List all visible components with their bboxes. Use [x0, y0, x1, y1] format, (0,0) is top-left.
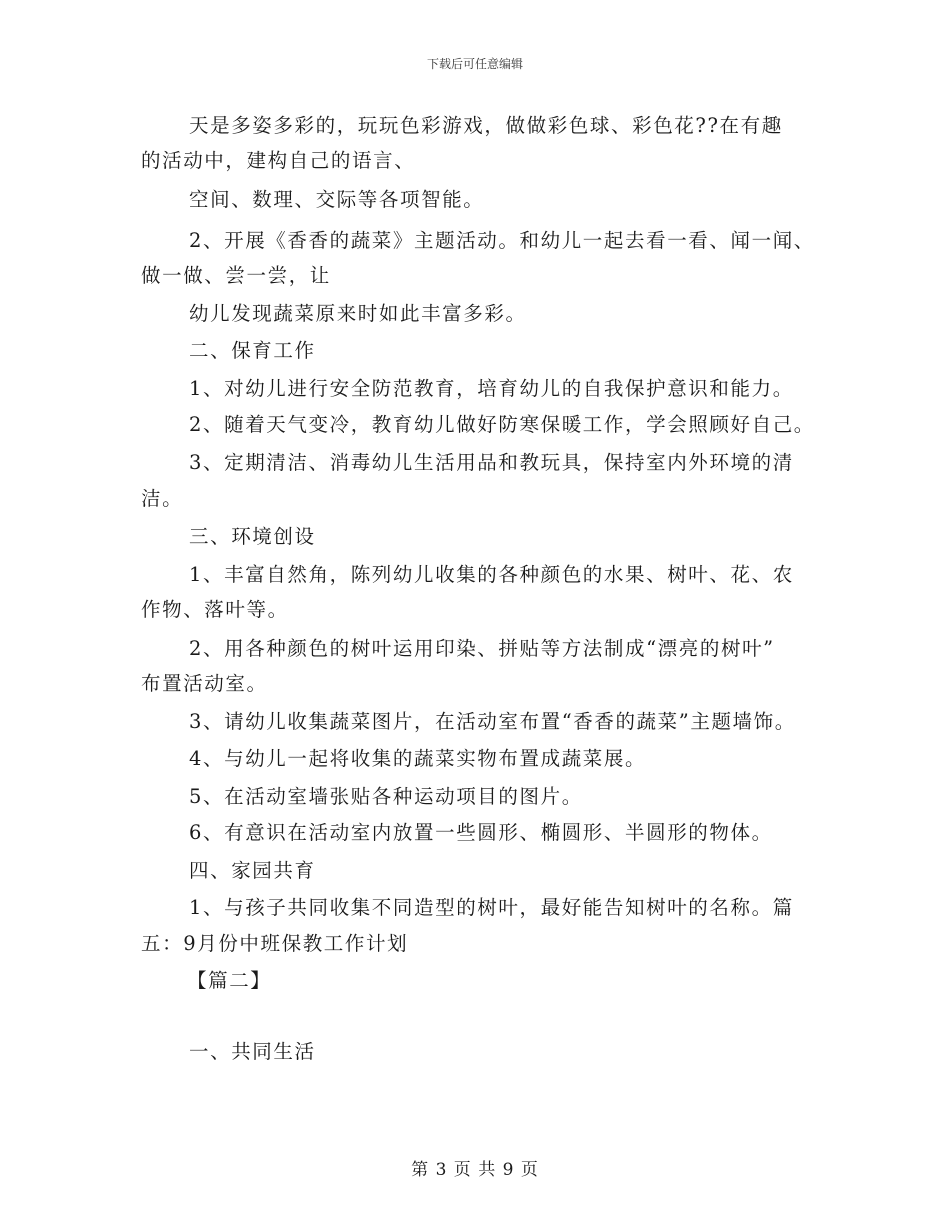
text-line: 3、定期清洁、消毒幼儿生活用品和教玩具，保持室内外环境的清: [189, 451, 794, 474]
text-line: 1、与孩子共同收集不同造型的树叶，最好能告知树叶的名称。篇: [189, 896, 794, 919]
section-heading: 【篇二】: [187, 969, 272, 992]
text-line: 作物、落叶等。: [141, 598, 289, 621]
text-line: 幼儿发现蔬菜原来时如此丰富多彩。: [189, 302, 527, 325]
text-line: 空间、数理、交际等各项智能。: [189, 188, 485, 211]
text-line: 6、有意识在活动室内放置一些圆形、椭圆形、半圆形的物体。: [189, 821, 773, 844]
text-line: 2、用各种颜色的树叶运用印染、拼贴等方法制成“漂亮的树叶”: [189, 637, 775, 660]
text-line: 1、丰富自然角，陈列幼儿收集的各种颜色的水果、树叶、花、农: [189, 563, 794, 586]
section-heading: 三、环境创设: [189, 525, 316, 548]
text-line: 五：9月份中班保教工作计划: [141, 932, 409, 955]
text-line: 1、对幼儿进行安全防范教育，培育幼儿的自我保护意识和能力。: [189, 377, 794, 400]
text-line: 3、请幼儿收集蔬菜图片，在活动室布置“香香的蔬菜”主题墙饰。: [189, 710, 796, 733]
text-line: 2、随着天气变冷，教育幼儿做好防寒保暖工作，学会照顾好自己。: [189, 413, 815, 436]
text-line: 2、开展《香香的蔬菜》主题活动。和幼儿一起去看一看、闻一闻、: [189, 229, 815, 252]
page-footer: 第 3 页 共 9 页: [411, 1160, 539, 1180]
text-line: 4、与幼儿一起将收集的蔬菜实物布置成蔬菜展。: [189, 747, 647, 770]
section-heading: 四、家园共育: [189, 859, 316, 882]
text-line: 天是多姿多彩的，玩玩色彩游戏，做做彩色球、彩色花??在有趣: [189, 114, 783, 137]
text-line: 5、在活动室墙张贴各种运动项目的图片。: [189, 785, 583, 808]
text-line: 布置活动室。: [141, 672, 268, 695]
page-header: 下载后可任意编辑: [426, 57, 523, 71]
text-line: 的活动中，建构自己的语言、: [141, 149, 416, 172]
section-heading: 二、保育工作: [189, 339, 316, 362]
text-line: 洁。: [141, 487, 184, 510]
text-line: 做一做、尝一尝，让: [141, 264, 331, 287]
section-heading: 一、共同生活: [189, 1040, 316, 1063]
